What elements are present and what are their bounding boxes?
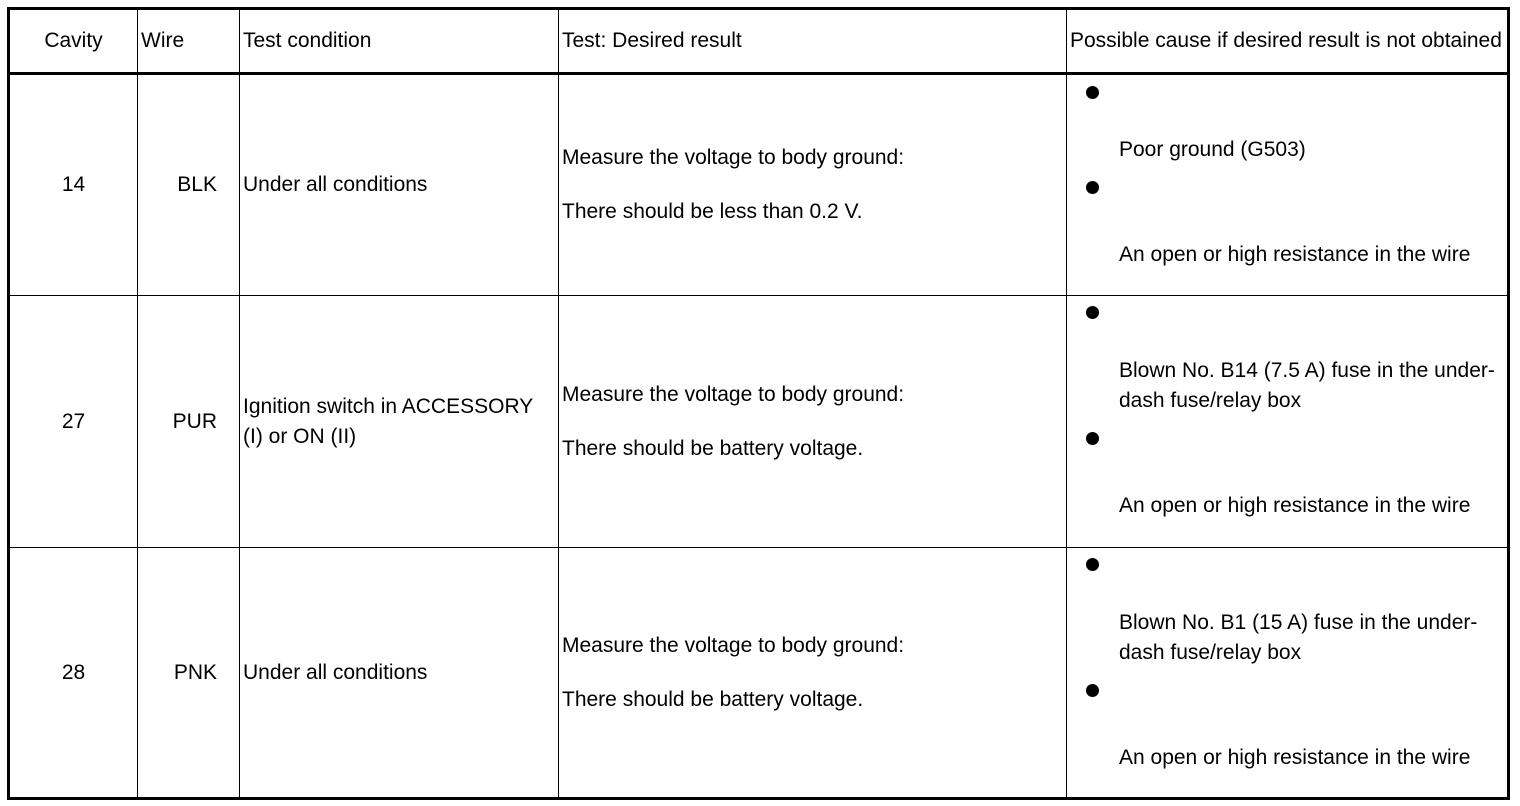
cavity-cell: 14 bbox=[9, 74, 138, 296]
bullet-icon bbox=[1086, 181, 1099, 194]
bullet-icon bbox=[1086, 432, 1099, 445]
wire-cell: BLK bbox=[138, 74, 240, 296]
table-row bbox=[9, 296, 1509, 548]
cavity-cell: 28 bbox=[9, 548, 138, 799]
header-cavity: Cavity bbox=[9, 9, 138, 74]
cause-cell bbox=[1067, 548, 1509, 799]
cause-item bbox=[1067, 165, 1507, 270]
cause-item bbox=[1067, 548, 1507, 668]
result-line: Measure the voltage to body ground: bbox=[562, 382, 905, 406]
result-line: Measure the voltage to body ground: bbox=[562, 146, 905, 169]
connector-test-table bbox=[7, 7, 1510, 800]
cause-text: Blown No. B1 (15 A) fuse in the under-dash fuse/relay box bbox=[1119, 611, 1478, 664]
cause-text: An open or high resistance in the wire bbox=[1119, 494, 1471, 517]
result-cell bbox=[559, 296, 1067, 548]
cause-item bbox=[1067, 296, 1507, 416]
result-line: There should be battery voltage. bbox=[562, 436, 864, 460]
bullet-icon bbox=[1086, 306, 1099, 319]
result-line: There should be less than 0.2 V. bbox=[562, 200, 863, 223]
cause-text: An open or high resistance in the wire bbox=[1119, 746, 1471, 769]
table-row bbox=[9, 74, 1509, 296]
cavity-cell: 27 bbox=[9, 296, 138, 548]
condition-cell: Under all conditions bbox=[240, 74, 559, 296]
cause-cell bbox=[1067, 74, 1509, 296]
cause-text: An open or high resistance in the wire bbox=[1119, 243, 1471, 266]
wire-cell: PUR bbox=[138, 296, 240, 548]
bullet-icon bbox=[1086, 86, 1099, 99]
wire-cell: PNK bbox=[138, 548, 240, 799]
bullet-icon bbox=[1086, 684, 1099, 697]
cause-item bbox=[1067, 416, 1507, 521]
condition-cell: Ignition switch in ACCESSORY (I) or ON (II) bbox=[240, 296, 559, 548]
result-cell bbox=[559, 548, 1067, 799]
header-row bbox=[9, 9, 1509, 74]
header-desired-result: Test: Desired result bbox=[559, 9, 1067, 74]
header-test-condition: Test condition bbox=[240, 9, 559, 74]
condition-cell: Under all conditions bbox=[240, 548, 559, 799]
result-line: Measure the voltage to body ground: bbox=[562, 633, 905, 657]
cause-item bbox=[1067, 668, 1507, 773]
result-cell bbox=[559, 74, 1067, 296]
cause-text: Poor ground (G503) bbox=[1119, 138, 1306, 161]
cause-item bbox=[1067, 75, 1507, 165]
header-possible-cause: Possible cause if desired result is not obtained bbox=[1067, 9, 1509, 74]
result-line: There should be battery voltage. bbox=[562, 687, 864, 711]
header-wire: Wire bbox=[138, 9, 240, 74]
table-row bbox=[9, 548, 1509, 799]
cause-cell bbox=[1067, 296, 1509, 548]
bullet-icon bbox=[1086, 558, 1099, 571]
cause-text: Blown No. B14 (7.5 A) fuse in the under-dash fuse/relay box bbox=[1119, 359, 1495, 412]
